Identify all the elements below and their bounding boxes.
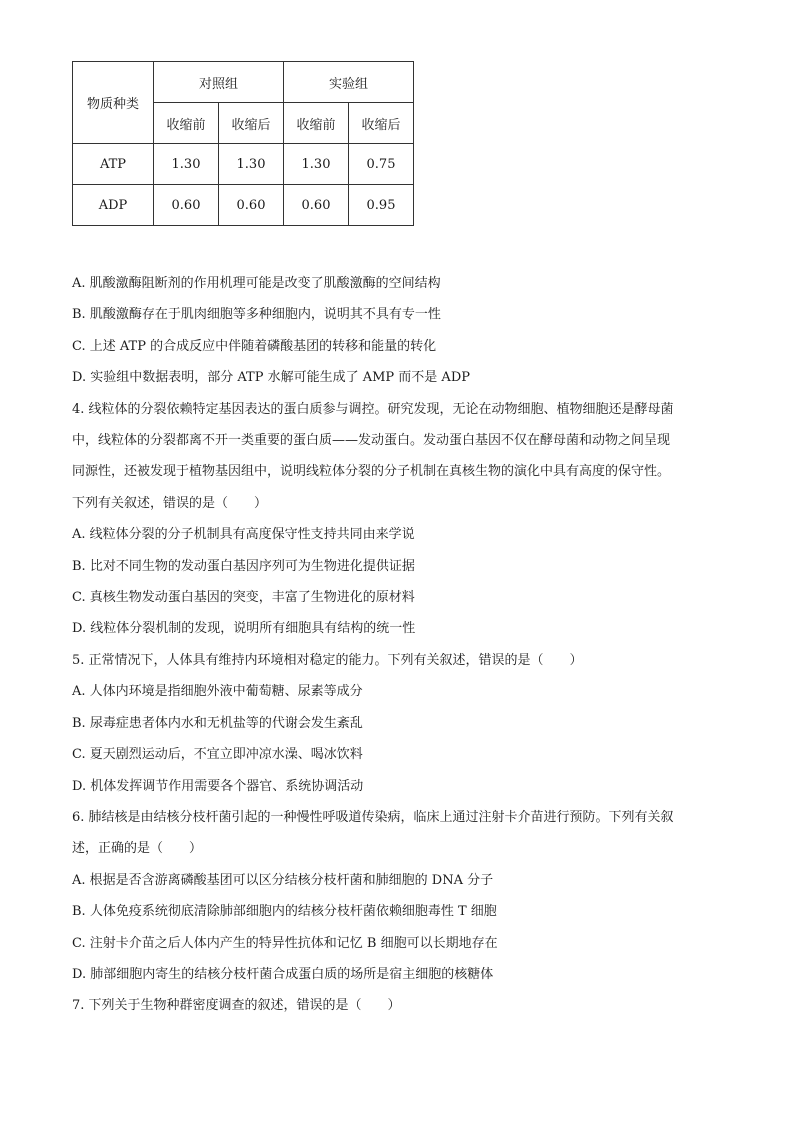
table-cell: 0.60 <box>284 185 349 226</box>
option-line: C. 注射卡介苗之后人体内产生的特异性抗体和记忆 B 细胞可以长期地存在 <box>72 935 498 951</box>
option-line: A. 线粒体分裂的分子机制具有高度保守性支持共同由来学说 <box>72 527 415 543</box>
question-stem-line: 6. 肺结核是由结核分枝杆菌引起的一种慢性呼吸道传染病，临床上通过注射卡介苗进行预防。下列有关叙 <box>72 809 674 825</box>
table-cell: 0.60 <box>154 185 219 226</box>
table-cell: 0.60 <box>219 185 284 226</box>
table-row <box>73 144 414 185</box>
option-line: A. 根据是否含游离磷酸基团可以区分结核分枝杆菌和肺细胞的 DNA 分子 <box>72 872 494 888</box>
option-line: A. 肌酸激酶阻断剂的作用机理可能是改变了肌酸激酶的空间结构 <box>72 276 441 291</box>
table-cell: 1.30 <box>219 144 284 185</box>
option-line: B. 人体免疫系统彻底清除肺部细胞内的结核分枝杆菌依赖细胞毒性 T 细胞 <box>72 904 497 920</box>
question-stem-line: 下列有关叙述，错误的是（ ） <box>72 495 268 511</box>
option-line: C. 真核生物发动蛋白基因的突变，丰富了生物进化的原材料 <box>72 590 415 606</box>
table-row <box>73 185 414 226</box>
option-line: D. 实验组中数据表明，部分 ATP 水解可能生成了 AMP 而不是 ADP <box>72 370 470 386</box>
option-line: C. 夏天剧烈运动后，不宜立即冲凉水澡、喝冰饮料 <box>72 747 363 763</box>
subheader-experiment-before: 收缩前 <box>284 103 349 144</box>
option-line: D. 线粒体分裂机制的发现，说明所有细胞具有结构的统一性 <box>72 621 416 637</box>
option-line: B. 尿毒症患者体内水和无机盐等的代谢会发生紊乱 <box>72 715 363 731</box>
question-stem-line: 5. 正常情况下，人体具有维持内环境相对稳定的能力。下列有关叙述，错误的是（ ） <box>72 652 583 668</box>
row-label-atp: ATP <box>73 144 154 185</box>
table-cell: 1.30 <box>284 144 349 185</box>
subheader-control-after: 收缩后 <box>219 103 284 144</box>
header-control-group: 对照组 <box>154 62 284 103</box>
option-line: D. 肺部细胞内寄生的结核分枝杆菌合成蛋白质的场所是宿主细胞的核糖体 <box>72 966 494 982</box>
subheader-experiment-after: 收缩后 <box>349 103 414 144</box>
option-line: C. 上述 ATP 的合成反应中伴随着磷酸基团的转移和能量的转化 <box>72 338 437 354</box>
atp-adp-table <box>72 61 414 226</box>
row-label-adp: ADP <box>73 185 154 226</box>
option-line: A. 人体内环境是指细胞外液中葡萄糖、尿素等成分 <box>72 684 363 700</box>
option-line: B. 比对不同生物的发动蛋白基因序列可为生物进化提供证据 <box>72 558 415 574</box>
table-cell: 1.30 <box>154 144 219 185</box>
question-text <box>72 268 724 1022</box>
question-stem-line: 7. 下列关于生物种群密度调查的叙述，错误的是（ ） <box>72 998 401 1014</box>
subheader-control-before: 收缩前 <box>154 103 219 144</box>
table-cell: 0.95 <box>349 185 414 226</box>
header-material-type: 物质种类 <box>73 62 154 144</box>
option-line: B. 肌酸激酶存在于肌肉细胞等多种细胞内，说明其不具有专一性 <box>72 307 441 323</box>
table-cell: 0.75 <box>349 144 414 185</box>
question-stem-line: 4. 线粒体的分裂依赖特定基因表达的蛋白质参与调控。研究发现，无论在动物细胞、植物细胞还是酵母菌 <box>72 401 674 417</box>
question-stem-line: 述，正确的是（ ） <box>72 841 203 857</box>
question-stem-line: 中，线粒体的分裂都离不开一类重要的蛋白质——发动蛋白。发动蛋白基因不仅在酵母菌和动物之间呈现 <box>72 433 671 449</box>
header-experiment-group: 实验组 <box>284 62 414 103</box>
option-line: D. 机体发挥调节作用需要各个器官、系统协调活动 <box>72 778 364 794</box>
question-stem-line: 同源性，还被发现于植物基因组中，说明线粒体分裂的分子机制在真核生物的演化中具有高度的保守性。 <box>72 464 671 480</box>
